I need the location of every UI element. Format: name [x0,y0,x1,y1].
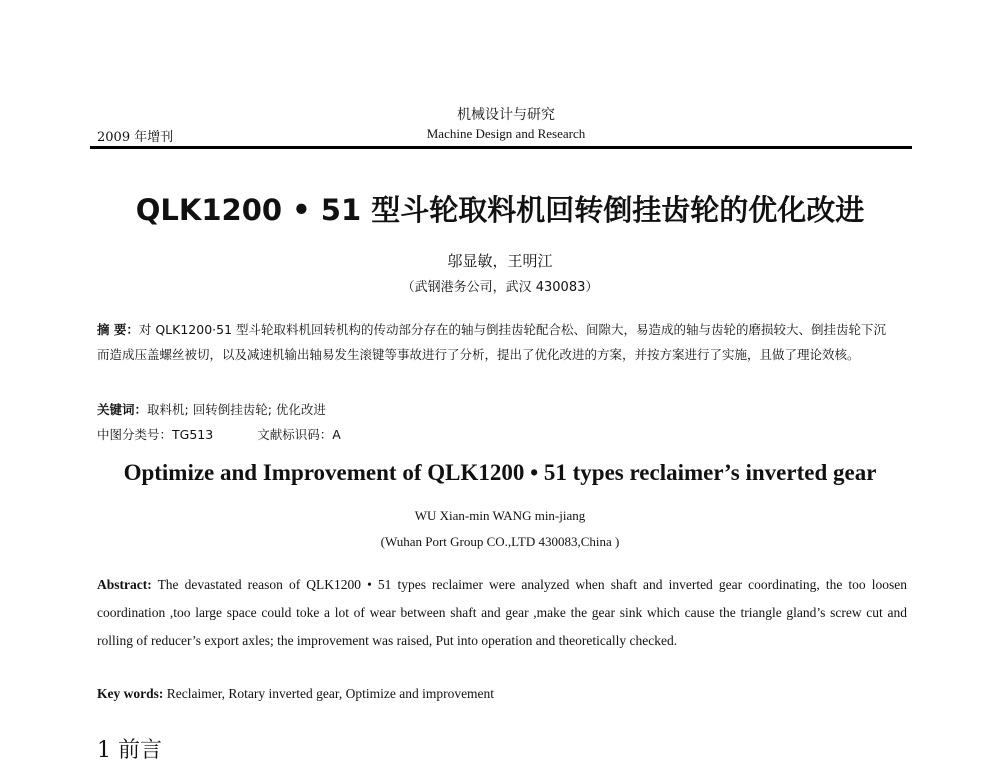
abstract-en [97,571,907,655]
abstract-cn [97,317,897,367]
keywords-cn-label: 关键词： [97,402,148,417]
affiliation-en: (Wuhan Port Group CO.,LTD 430083,China ) [380,534,620,549]
keywords-cn [97,397,897,422]
classification-line [97,422,897,447]
paper-title-en: Optimize and Improvement of QLK1200 • 51 types reclaimer’s inverted gear [123,460,877,485]
abstract-cn-label: 摘 要： [97,322,139,337]
keywords-cn-text: 取料机; 回转倒挂齿轮; 优化改进 [147,402,326,417]
abstract-en-label: Abstract: [97,577,152,592]
authors-cn: 邬显敏，王明江 [447,252,553,270]
journal-title-en: Machine Design and Research [426,126,586,141]
keywords-en-label: Key words: [97,686,164,701]
clc-value: TG513 [172,427,214,442]
header-rule [90,146,912,149]
section-heading-1: 1 前言 [97,738,162,763]
clc-label: 中图分类号： [97,427,173,442]
doc-code-label: 文献标识码： [257,427,333,442]
year-issue: 2009 年增刊 [97,130,174,145]
paper-title-cn: QLK1200 • 51 型斗轮取料机回转倒挂齿轮的优化改进 [135,193,865,227]
keywords-en-text: Reclaimer, Rotary inverted gear, Optimize and improvement [166,686,495,701]
abstract-en-text: The devastated reason of QLK1200 • 51 types reclaimer were analyzed when shaft and inverted gear coordinating, the too loosen coordination ,too large space could toke a lot of wear between shaft and gear ,make the gear sink which cause the triangle gland’s screw cut and rolling of reducer’s export axles; the improvement was raised, Put into operation and theoretically checked. [97,577,907,648]
abstract-cn-text: 对 QLK1200·51 型斗轮取料机回转机构的传动部分存在的轴与倒挂齿轮配合松、间隙大，易造成的轴与齿轮的磨损较大、倒挂齿轮下沉而造成压盖螺丝被切，以及减速机输出轴易发生滚键等事故进行了分析，提出了优化改进的方案，并按方案进行了实施，且做了理论效核。 [97,322,886,362]
keywords-en [97,680,907,708]
journal-title-cn: 机械设计与研究 [457,107,555,123]
affiliation-cn: （武钢港务公司，武汉 430083） [401,280,599,295]
doc-code-value: A [332,427,341,442]
authors-en: WU Xian-min WANG min-jiang [414,508,586,523]
